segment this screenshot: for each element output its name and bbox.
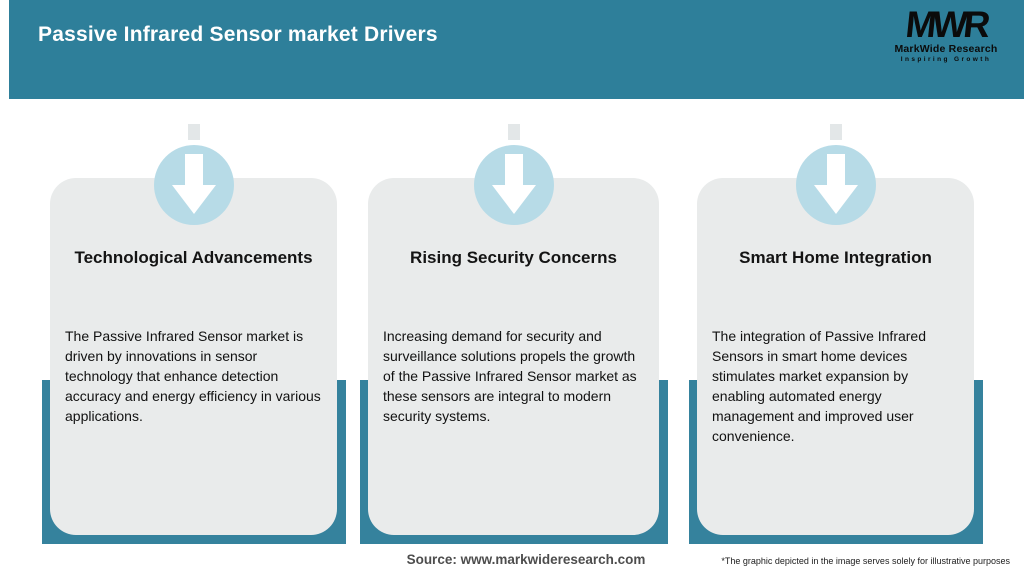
logo-name: MarkWide Research [894,43,998,55]
card-body: The integration of Passive Infrared Sensors in smart home devices stimulates market expansion by enabling automated energy management and improved user convenience. [712,328,927,444]
driver-card [50,178,337,535]
driver-card [697,178,974,535]
down-arrow-icon [474,145,554,225]
arrow-tail-notch [830,124,842,140]
logo-monogram: MWR [903,4,989,45]
logo-tagline: Inspiring Growth [900,56,992,63]
down-arrow-icon [796,145,876,225]
driver-column-1 [42,0,346,576]
card-body: The Passive Infrared Sensor market is driven by innovations in sensor technology that enhance detection accuracy and energy efficiency in various applications. [65,328,321,424]
driver-card [368,178,659,535]
card-title: Technological Advancements [74,248,313,267]
down-arrow-icon [154,145,234,225]
card-body: Increasing demand for security and surveillance solutions propels the growth of the Passive Infrared Sensor market as these sensors are integral to modern security systems. [383,328,637,424]
driver-column-2 [360,0,668,576]
card-title: Rising Security Concerns [410,248,617,267]
arrow-tail-notch [508,124,520,140]
source-text: Source: www.markwideresearch.com [406,552,646,567]
card-title: Smart Home Integration [739,248,932,267]
arrow-tail-notch [188,124,200,140]
driver-column-3 [689,0,983,576]
disclaimer-text: *The graphic depicted in the image serves solely for illustrative purposes [721,556,1010,566]
page-title: Passive Infrared Sensor market Drivers [38,23,438,46]
